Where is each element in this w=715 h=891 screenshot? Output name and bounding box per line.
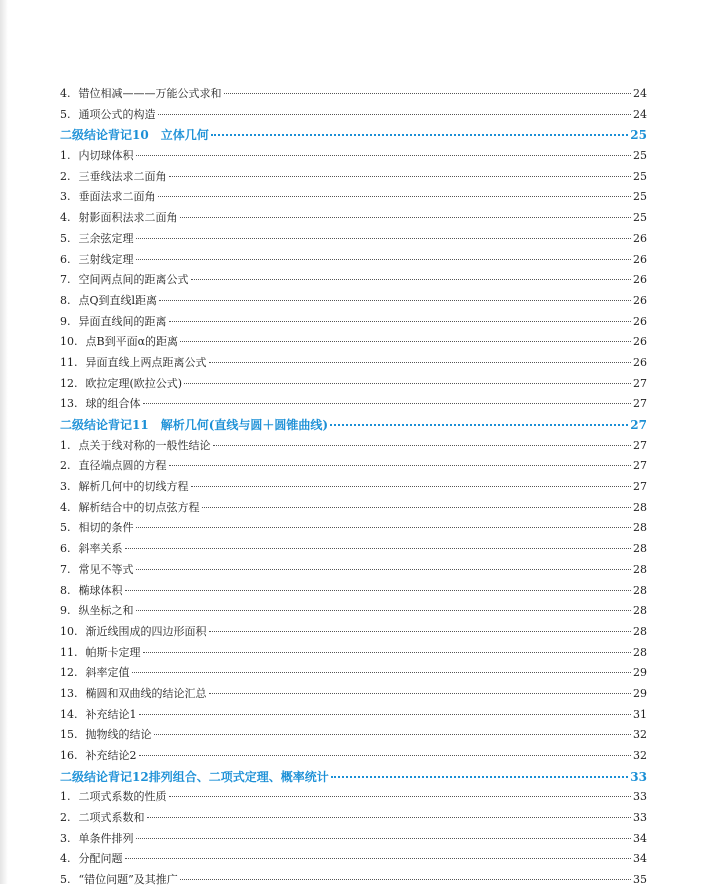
toc-page-number: 28 [633, 583, 647, 597]
toc-page-number: 25 [633, 149, 647, 163]
toc-entry[interactable] [60, 560, 647, 581]
toc-entry-number: 5. [60, 231, 71, 245]
dot-leader [202, 507, 632, 508]
toc-page-number: 27 [630, 418, 647, 432]
toc-entry-title: 直径端点圆的方程 [78, 459, 167, 473]
toc-entry-title: 椭球体积 [78, 583, 123, 597]
toc-entry-number: 4. [60, 852, 71, 866]
toc-entry-number: 15. [60, 728, 78, 742]
toc-entry[interactable] [60, 291, 647, 312]
toc-entry[interactable] [60, 167, 647, 188]
toc-entry-title: 三余弦定理 [78, 231, 134, 245]
toc-entry-number: 5. [60, 873, 71, 887]
dot-leader [154, 734, 632, 735]
toc-page-number: 27 [633, 376, 647, 390]
toc-entry-title: 点Q到直线l距离 [78, 293, 158, 307]
toc-entry-number: 1. [60, 438, 71, 452]
dot-leader [125, 548, 632, 549]
dot-leader [331, 776, 629, 778]
toc-page-number: 35 [633, 873, 647, 887]
toc-entry-title: 三射线定理 [78, 252, 134, 266]
toc-entry[interactable] [60, 705, 647, 726]
toc-entry-number: 7. [60, 273, 71, 287]
toc-page-number: 26 [633, 231, 647, 245]
toc-entry-title: 斜率关系 [78, 542, 123, 556]
toc-page-number: 28 [633, 624, 647, 638]
toc-entry-title: 补充结论2 [85, 749, 137, 762]
toc-entry[interactable] [60, 870, 647, 891]
toc-entry[interactable] [60, 187, 647, 208]
toc-page-number: 29 [633, 666, 647, 680]
dot-leader [158, 196, 632, 197]
toc-entry-number: 4. [60, 211, 71, 225]
toc-entry-number: 11. [60, 645, 78, 659]
toc-entry-number: 1. [60, 790, 71, 804]
toc-entry[interactable] [60, 394, 647, 415]
toc-entry[interactable] [60, 725, 647, 746]
toc-entry[interactable] [60, 601, 647, 622]
toc-entry-number: 3. [60, 831, 71, 845]
toc-entry-number: 11. [60, 355, 78, 369]
dot-leader [132, 672, 632, 673]
toc-entry-number: 9. [60, 604, 71, 618]
toc-entry[interactable] [60, 663, 647, 684]
toc-entry-number: 3. [60, 190, 71, 204]
dot-leader [191, 279, 632, 280]
toc-entry-number: 2. [60, 459, 71, 473]
toc-entry-title: 单条件排列 [78, 831, 134, 845]
toc-entry[interactable] [60, 332, 647, 353]
toc-entry[interactable] [60, 105, 647, 126]
toc-page-number: 28 [633, 562, 647, 576]
toc-entry[interactable] [60, 374, 647, 395]
toc-entry[interactable] [60, 808, 647, 829]
toc-entry-title: 斜率定值 [85, 666, 130, 680]
toc-entry[interactable] [60, 208, 647, 229]
toc-entry[interactable] [60, 84, 647, 105]
toc-entry[interactable] [60, 146, 647, 167]
toc-section-title: 二级结论背记10 立体几何 [60, 128, 209, 143]
toc-entry-number: 2. [60, 169, 71, 183]
dot-leader [139, 714, 632, 715]
toc-entry-number: 10. [60, 624, 78, 638]
toc-entry-title: 二项式系数和 [78, 811, 145, 825]
toc-entry-title: 通项公式的构造 [78, 107, 156, 121]
toc-entry-number: 1. [60, 149, 71, 163]
toc-entry-number: 7. [60, 562, 71, 576]
dot-leader [169, 321, 632, 322]
toc-page-number: 27 [633, 459, 647, 473]
toc-entry[interactable] [60, 539, 647, 560]
toc-section-title: 二级结论背记11 解析几何(直线与圆＋圆锥曲线) [60, 418, 329, 432]
toc-entry-number: 4. [60, 500, 71, 514]
toc-page-number: 26 [633, 335, 647, 349]
toc-entry[interactable] [60, 270, 647, 291]
toc-entry-title: 点关于线对称的一般性结论 [78, 438, 211, 452]
toc-entry[interactable] [60, 229, 647, 250]
toc-entry[interactable] [60, 312, 647, 333]
toc-entry[interactable] [60, 622, 647, 643]
dot-leader [147, 817, 632, 818]
dot-leader [169, 796, 632, 797]
toc-page-number: 24 [633, 87, 647, 100]
toc-entry-title: 相切的条件 [78, 521, 134, 535]
dot-leader [158, 114, 632, 115]
dot-leader [125, 858, 632, 859]
toc-page-number: 28 [633, 521, 647, 535]
toc-page-number: 25 [633, 211, 647, 225]
toc-page-number: 28 [633, 542, 647, 556]
dot-leader [169, 176, 632, 177]
toc-entry-title: 点B到平面α的距离 [85, 335, 179, 349]
toc-page-number: 26 [633, 252, 647, 266]
toc-entry-number: 5. [60, 521, 71, 535]
toc-entry-title: 补充结论1 [85, 707, 137, 721]
toc-entry-number: 16. [60, 749, 78, 762]
dot-leader [136, 838, 632, 839]
dot-leader [180, 341, 631, 342]
toc-entry-title: 渐近线围成的四边形面积 [85, 624, 207, 638]
toc-entry-title: 解析结合中的切点弦方程 [78, 500, 200, 514]
toc-page-number: 27 [633, 438, 647, 452]
toc-entry-title: 欧拉定理(欧拉公式) [85, 376, 183, 390]
dot-leader [330, 424, 628, 426]
dot-leader [136, 610, 632, 611]
toc-entry-number: 2. [60, 811, 71, 825]
toc-entry-number: 12. [60, 666, 78, 680]
toc-page-number: 34 [633, 852, 647, 866]
dot-leader [209, 362, 632, 363]
toc-entry-title: 垂面法求二面角 [78, 190, 156, 204]
toc-entry[interactable] [60, 581, 647, 602]
toc-page-number: 27 [633, 480, 647, 494]
toc-page-number: 33 [633, 811, 647, 825]
toc-page-number: 25 [633, 169, 647, 183]
toc-entry[interactable] [60, 456, 647, 477]
dot-leader [136, 238, 632, 239]
toc-entry-title: 空间两点间的距离公式 [78, 273, 189, 287]
toc-page-number: 26 [633, 314, 647, 328]
page-edge-shadow [0, 0, 8, 884]
toc-entry-number: 14. [60, 707, 78, 721]
table-of-contents [60, 84, 647, 891]
toc-page-number: 31 [633, 707, 647, 721]
toc-entry-title: 错位相减———万能公式求和 [78, 87, 222, 100]
toc-entry-title: 二项式系数的性质 [78, 790, 167, 804]
dot-leader [209, 693, 632, 694]
dot-leader [209, 631, 632, 632]
dot-leader [159, 300, 631, 301]
toc-page-number: 33 [630, 769, 647, 784]
dot-leader [143, 403, 632, 404]
toc-entry-title: 抛物线的结论 [85, 728, 152, 742]
dot-leader [224, 93, 632, 94]
toc-entry[interactable] [60, 436, 647, 457]
dot-leader [136, 527, 632, 528]
toc-entry[interactable] [60, 746, 647, 767]
toc-page-number: 33 [633, 790, 647, 804]
toc-entry-number: 9. [60, 314, 71, 328]
toc-entry[interactable] [60, 684, 647, 705]
dot-leader [139, 755, 632, 756]
toc-entry[interactable] [60, 849, 647, 870]
dot-leader [136, 259, 632, 260]
toc-entry[interactable] [60, 829, 647, 850]
toc-entry-title: 内切球体积 [78, 149, 134, 163]
toc-page-number: 32 [633, 749, 647, 762]
toc-page-number: 28 [633, 500, 647, 514]
toc-entry-number: 13. [60, 686, 78, 700]
toc-page-number: 24 [633, 107, 647, 121]
dot-leader [125, 590, 632, 591]
toc-entry-number: 4. [60, 87, 71, 100]
dot-leader [143, 652, 632, 653]
toc-entry-number: 8. [60, 583, 71, 597]
toc-section-title: 二级结论背记12排列组合、二项式定理、概率统计 [60, 769, 329, 784]
dot-leader [169, 465, 632, 466]
toc-entry-number: 12. [60, 376, 78, 390]
toc-entry-number: 6. [60, 252, 71, 266]
toc-entry[interactable] [60, 518, 647, 539]
toc-entry[interactable] [60, 353, 647, 374]
toc-entry-title: “错位问题”及其推广 [78, 873, 178, 887]
dot-leader [136, 155, 632, 156]
toc-entry[interactable] [60, 787, 647, 808]
toc-entry[interactable] [60, 250, 647, 271]
toc-page-number: 28 [633, 604, 647, 618]
toc-section-heading[interactable] [60, 125, 647, 146]
toc-entry-title: 球的组合体 [85, 397, 141, 411]
toc-section-heading[interactable] [60, 767, 647, 788]
toc-page-number: 26 [633, 273, 647, 287]
toc-page-number: 25 [630, 128, 647, 143]
toc-page-number: 28 [633, 645, 647, 659]
toc-page-number: 32 [633, 728, 647, 742]
toc-entry-title: 常见不等式 [78, 562, 134, 576]
toc-entry-number: 10. [60, 335, 78, 349]
toc-entry-number: 13. [60, 397, 78, 411]
dot-leader [191, 486, 632, 487]
toc-entry-title: 分配问题 [78, 852, 123, 866]
toc-page-number: 26 [633, 293, 647, 307]
toc-entry-title: 异面直线上两点距离公式 [85, 355, 207, 369]
dot-leader [184, 383, 631, 384]
toc-page-number: 26 [633, 355, 647, 369]
toc-entry[interactable] [60, 643, 647, 664]
toc-entry-title: 解析几何中的切线方程 [78, 480, 189, 494]
toc-entry-number: 8. [60, 293, 71, 307]
toc-page-number: 27 [633, 397, 647, 411]
dot-leader [211, 134, 629, 136]
toc-page-number: 25 [633, 190, 647, 204]
dot-leader [213, 445, 632, 446]
toc-entry-title: 帕斯卡定理 [85, 645, 141, 659]
toc-section-heading[interactable] [60, 415, 647, 436]
toc-entry-title: 椭圆和双曲线的结论汇总 [85, 686, 207, 700]
dot-leader [136, 569, 632, 570]
toc-entry[interactable] [60, 498, 647, 519]
dot-leader [180, 217, 632, 218]
toc-entry-title: 射影面积法求二面角 [78, 211, 178, 225]
dot-leader [180, 879, 631, 880]
toc-entry-number: 5. [60, 107, 71, 121]
toc-entry-title: 纵坐标之和 [78, 604, 134, 618]
toc-page-number: 34 [633, 831, 647, 845]
toc-entry-number: 6. [60, 542, 71, 556]
toc-entry[interactable] [60, 477, 647, 498]
toc-entry-number: 3. [60, 480, 71, 494]
toc-entry-title: 异面直线间的距离 [78, 314, 167, 328]
toc-entry-title: 三垂线法求二面角 [78, 169, 167, 183]
toc-page-number: 29 [633, 686, 647, 700]
